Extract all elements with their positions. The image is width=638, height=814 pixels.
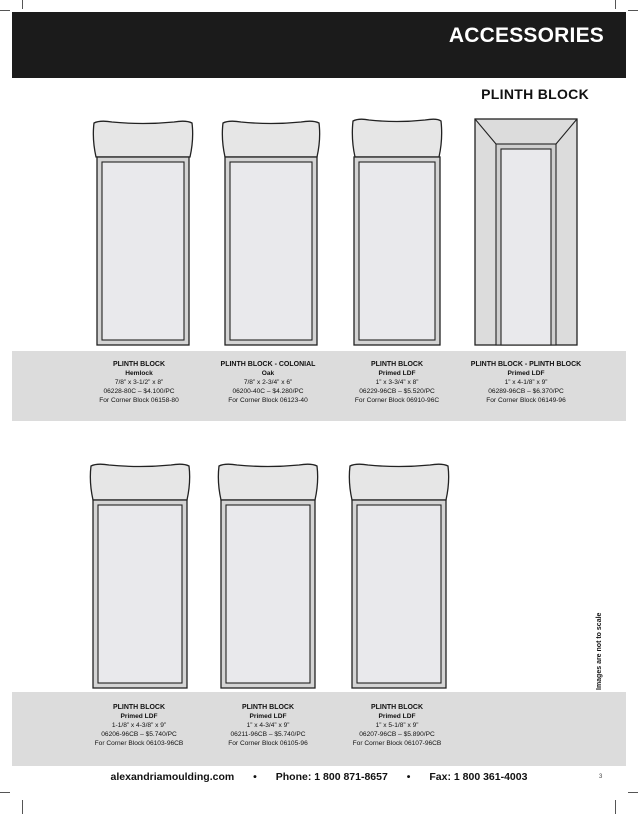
product-material: Primed LDF bbox=[249, 713, 287, 720]
scale-disclaimer: Images are not to scale bbox=[596, 612, 603, 690]
plinth-block-drawing-7 bbox=[348, 462, 450, 690]
footer-separator: • bbox=[253, 771, 257, 783]
product-caption bbox=[64, 360, 214, 405]
product-caption bbox=[193, 360, 343, 405]
product-corner-block: For Corner Block 06910-96C bbox=[354, 397, 440, 404]
product-material: Primed LDF bbox=[378, 713, 416, 720]
product-material: Oak bbox=[261, 370, 275, 377]
product-code-price: 06211-96CB – $5.740/PC bbox=[230, 731, 306, 738]
product-material: Hemlock bbox=[125, 370, 153, 377]
product-size: 7/8” x 3-1/2” x 8” bbox=[114, 379, 164, 386]
product-size: 1” x 3-3/4” x 8” bbox=[375, 379, 419, 386]
footer-separator: • bbox=[406, 771, 411, 783]
product-title: PLINTH BLOCK - PLINTH BLOCK bbox=[470, 361, 582, 368]
product-title: PLINTH BLOCK - COLONIAL bbox=[220, 361, 316, 368]
product-code-price: 06289-96CB – $6.370/PC bbox=[488, 388, 564, 395]
product-corner-block: For Corner Block 06149-96 bbox=[486, 397, 566, 404]
product-corner-block: For Corner Block 06105-96 bbox=[228, 740, 308, 747]
footer bbox=[0, 771, 638, 783]
product-material: Primed LDF bbox=[120, 713, 158, 720]
section-title: PLINTH BLOCK bbox=[481, 86, 589, 102]
crop-mark bbox=[22, 800, 23, 814]
crop-mark bbox=[615, 800, 616, 814]
product-size: 1-1/8” x 4-3/8” x 9” bbox=[111, 722, 167, 729]
product-title: PLINTH BLOCK bbox=[370, 704, 424, 711]
product-caption bbox=[322, 360, 472, 405]
footer-fax: Fax: 1 800 361-4003 bbox=[429, 771, 528, 783]
product-size: 1” x 4-1/8” x 9” bbox=[504, 379, 548, 386]
product-code-price: 06229-96CB – $5.520/PC bbox=[359, 388, 435, 395]
page-number: 3 bbox=[599, 774, 603, 780]
product-corner-block: For Corner Block 06123-40 bbox=[228, 397, 308, 404]
page-title: ACCESSORIES bbox=[448, 24, 604, 47]
crop-mark bbox=[22, 0, 23, 9]
product-size: 1” x 5-1/8” x 9” bbox=[375, 722, 419, 729]
crop-mark bbox=[628, 792, 638, 793]
plinth-block-drawing-6 bbox=[217, 462, 319, 690]
crop-mark bbox=[0, 792, 10, 793]
product-title: PLINTH BLOCK bbox=[241, 704, 295, 711]
product-caption bbox=[322, 703, 472, 748]
crop-mark bbox=[615, 0, 616, 9]
product-code-price: 06207-96CB – $5.890/PC bbox=[359, 731, 435, 738]
plinth-block-drawing-3 bbox=[351, 117, 443, 347]
product-caption bbox=[193, 703, 343, 748]
product-corner-block: For Corner Block 06107-96CB bbox=[352, 740, 442, 747]
product-code-price: 06228-80C – $4.100/PC bbox=[103, 388, 175, 395]
product-corner-block: For Corner Block 06158-80 bbox=[99, 397, 179, 404]
product-corner-block: For Corner Block 06103-96CB bbox=[94, 740, 184, 747]
product-title: PLINTH BLOCK bbox=[370, 361, 424, 368]
footer-website-link[interactable]: alexandriamoulding.com bbox=[110, 771, 235, 783]
product-size: 7/8” x 2-3/4” x 6” bbox=[243, 379, 293, 386]
crop-mark bbox=[628, 10, 638, 11]
product-code-price: 06200-40C – $4.280/PC bbox=[232, 388, 304, 395]
product-caption bbox=[451, 360, 601, 405]
product-caption bbox=[64, 703, 214, 748]
plinth-block-drawing-1 bbox=[92, 119, 194, 347]
crop-mark bbox=[0, 10, 10, 11]
product-code-price: 06206-96CB – $5.740/PC bbox=[101, 731, 177, 738]
plinth-block-drawing-4 bbox=[474, 118, 578, 346]
product-size: 1” x 4-3/4” x 9” bbox=[246, 722, 290, 729]
product-title: PLINTH BLOCK bbox=[112, 361, 166, 368]
footer-phone: Phone: 1 800 871-8657 bbox=[275, 771, 388, 783]
product-title: PLINTH BLOCK bbox=[112, 704, 166, 711]
product-material: Primed LDF bbox=[507, 370, 545, 377]
plinth-block-drawing-2 bbox=[221, 119, 321, 347]
product-material: Primed LDF bbox=[378, 370, 416, 377]
plinth-block-drawing-5 bbox=[89, 462, 191, 690]
